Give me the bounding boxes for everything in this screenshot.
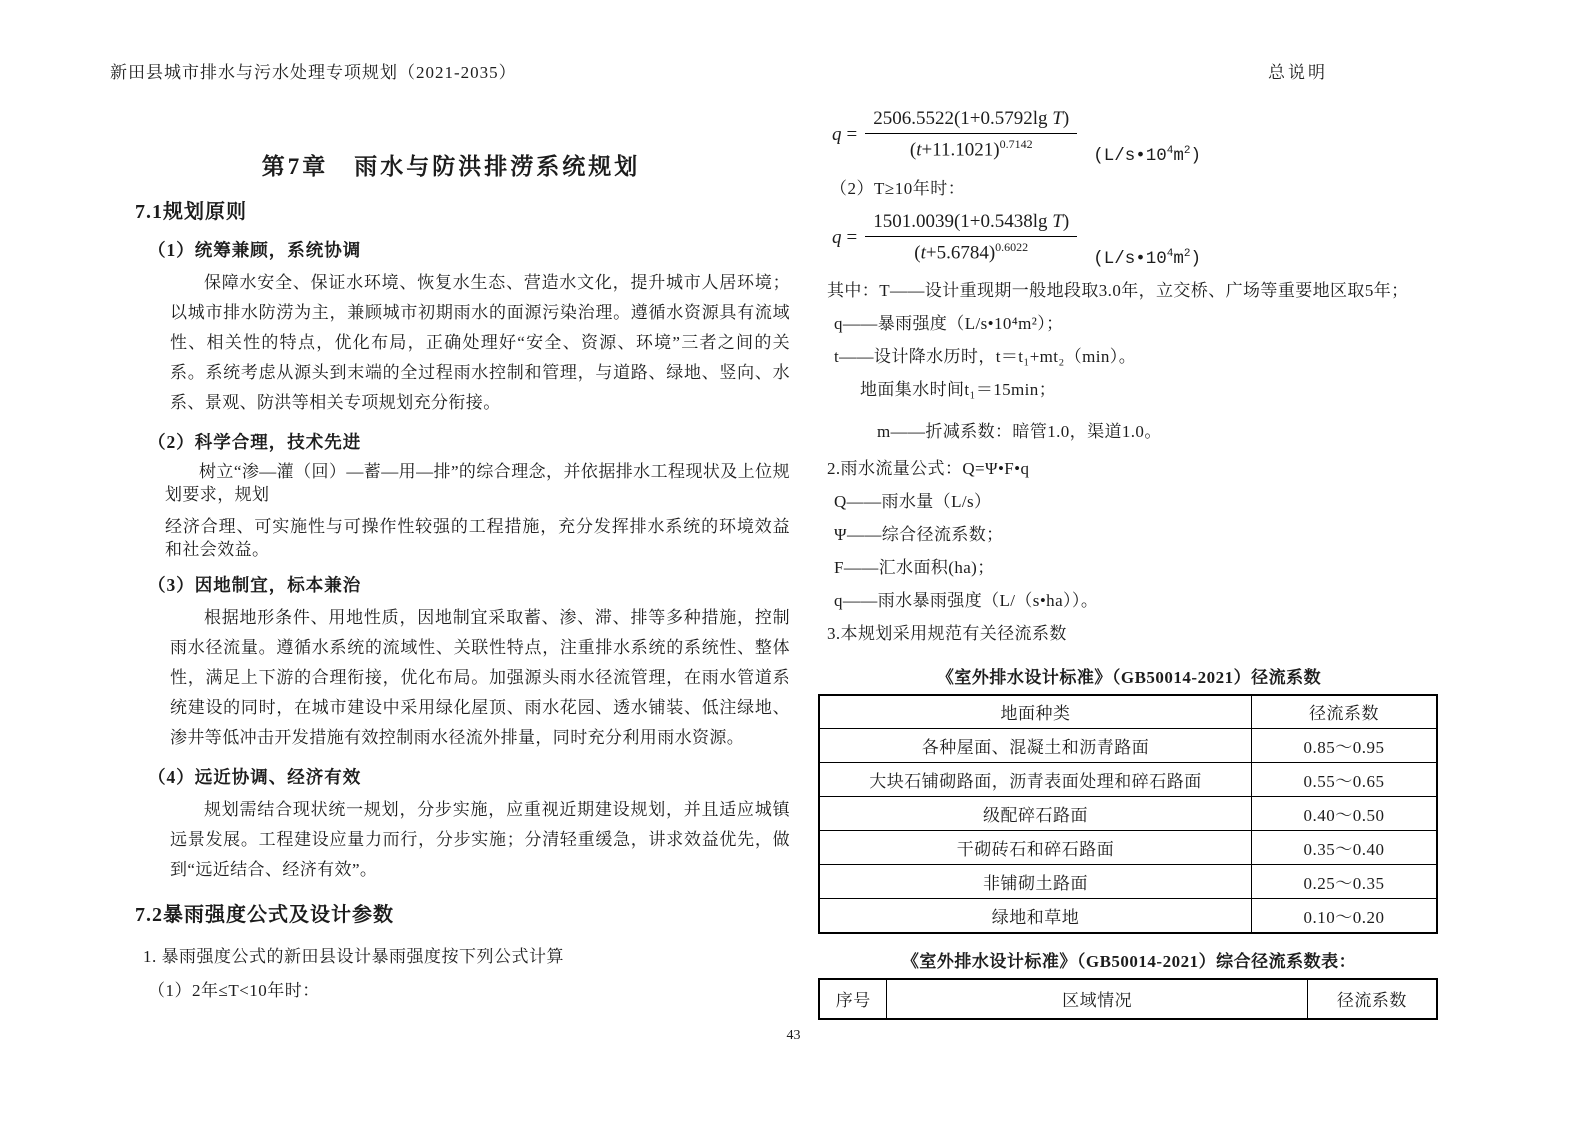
param-line-q2: q——雨水暴雨强度（L/（s•ha））。 <box>834 590 1099 610</box>
page-number: 43 <box>786 1028 801 1043</box>
principle-2-paragraph-2: 经济合理、可实施性与可操作性较强的工程措施，充分发挥排水系统的环境效益和社会效益。 <box>165 517 790 559</box>
formula-1-denominator: $(t+11.1021)^{0.7142}$ <box>909 137 1033 161</box>
principle-1-heading: （1）统筹兼顾，系统协调 <box>148 240 362 260</box>
param-line-T: 其中：T——设计重现期一般地段取3.0年，立交桥、广场等重要地区取5年； <box>827 280 1409 300</box>
principle-2-paragraph-1: 树立“渗—灌（回）—蓄—用—排”的综合理念，并依据排水工程现状及上位规划要求，规划 <box>165 462 790 504</box>
formula-2-unit: $(L/s•10^4m^2)$ <box>1093 247 1201 269</box>
table-cell: 干砌砖石和碎石路面 <box>819 831 1252 865</box>
principle-4-heading: （4）远近协调、经济有效 <box>148 767 362 787</box>
table-row <box>819 763 1437 797</box>
table-header-surface-type: 地面种类 <box>819 695 1252 729</box>
param-line-t1: 地面集水时间t₁＝15min； <box>860 379 1057 399</box>
table-row <box>819 899 1437 933</box>
param-line-t: t——设计降水历时，t＝t₁+mt₂（min）。 <box>834 346 1137 366</box>
principle-4-paragraph: 规划需结合现状统一规划，分步实施，应重视近期建设规划，并且适应城镇远景发展。工程建设应量力而行，分步实施；分清轻重缓急，讲求效益优先，做到“远近结合、经济有效”。 <box>170 800 790 879</box>
table-cell: 级配碎石路面 <box>819 797 1252 831</box>
runoff-table-title: 《室外排水设计标准》（GB50014-2021）径流系数 <box>936 667 1322 687</box>
storm-intensity-formula-1 <box>832 108 1440 166</box>
param-line-q: q——暴雨强度（L/s•10⁴m²）； <box>834 313 1064 333</box>
table-row <box>819 865 1437 899</box>
table-cell: 0.10～0.20 <box>1252 899 1437 933</box>
table-cell: 0.35～0.40 <box>1252 831 1437 865</box>
table-cell: 绿地和草地 <box>819 899 1252 933</box>
table-header-coefficient: 径流系数 <box>1252 695 1437 729</box>
table-cell: 0.25～0.35 <box>1252 865 1437 899</box>
param-line-psi: Ψ——综合径流系数； <box>834 524 1004 544</box>
formula-1-fraction <box>865 108 1077 161</box>
table-cell: 0.40～0.50 <box>1252 797 1437 831</box>
table-header-coefficient: 径流系数 <box>1307 979 1437 1019</box>
formula-2-equals: = <box>846 226 858 248</box>
runoff-coefficient-intro: 3.本规划采用规范有关径流系数 <box>827 623 1067 643</box>
storm-formula-case-2: （2）T≥10年时： <box>830 179 966 199</box>
table-row <box>819 729 1437 763</box>
formula-1-equals: = <box>846 123 858 145</box>
principle-3-paragraph: 根据地形条件、用地性质，因地制宜采取蓄、渗、滞、排等多种措施，控制雨水径流量。遵循水系统的流域性、关联性特点，注重排水系统的系统性、整体性，满足上下游的合理衔接，优化布局。加强源头雨水径流管理，在雨水管道系统建设的同时，在城市建设中采用绿化屋顶、雨水花园、透水铺装、低注绿地、渗井等低冲击开发措施有效控制雨水径流外排量，同时充分利用雨水资源。 <box>170 608 790 747</box>
storm-intensity-formula-2 <box>832 211 1440 269</box>
rain-flow-formula-line: 2.雨水流量公式：Q=Ψ•F•q <box>827 458 1030 478</box>
table-header-row <box>819 695 1437 729</box>
left-column <box>110 140 792 1004</box>
header-doc-title: 新田县城市排水与污水处理专项规划（2021-2035） <box>110 63 517 82</box>
composite-runoff-table <box>818 978 1438 1020</box>
table-row <box>819 797 1437 831</box>
storm-formula-case-1: （1）2年≤T<10年时： <box>148 981 320 1000</box>
runoff-coefficient-table <box>818 694 1438 934</box>
principle-3-heading: （3）因地制宜，标本兼治 <box>148 575 362 595</box>
formula-2-exponent: 0.6022 <box>995 240 1029 255</box>
formula-2-numerator: 1501.0039(1+0.5438lg T) <box>865 211 1077 237</box>
param-line-Q: Q——雨水量（L/s） <box>834 491 992 511</box>
formula-1-numerator: 2506.5522(1+0.5792lg T) <box>865 108 1077 134</box>
formula-2-fraction <box>865 211 1077 264</box>
formula-1-unit: $(L/s•10^4m^2)$ <box>1093 144 1201 166</box>
section-7-1-heading: 7.1规划原则 <box>135 201 247 223</box>
right-column <box>818 100 1440 1020</box>
table-header-area: 区域情况 <box>887 979 1307 1019</box>
composite-runoff-table-title: 《室外排水设计标准》（GB50014-2021）综合径流系数表： <box>901 951 1357 971</box>
header-section-label: 总说明 <box>1268 63 1328 82</box>
table-cell: 0.85～0.95 <box>1252 729 1437 763</box>
formula-1-lhs: q <box>832 123 842 145</box>
table-cell: 大块石铺砌路面，沥青表面处理和碎石路面 <box>819 763 1252 797</box>
principle-2-heading: （2）科学合理，技术先进 <box>148 432 362 452</box>
principle-1-paragraph: 保障水安全、保证水环境、恢复水生态、营造水文化，提升城市人居环境；以城市排水防涝为主，兼顾城市初期雨水的面源污染治理。遵循水资源具有流域性、相关性的特点，优化布局，正确处理好“安全、资源、环境”三者之间的关系。系统考虑从源头到末端的全过程雨水控制和管理，与道路、绿地、竖向、水系、景观、防洪等相关专项规划充分衔接。 <box>170 273 790 412</box>
param-line-m: m——折减系数：暗管1.0，渠道1.0。 <box>877 421 1162 441</box>
table-cell: 各种屋面、混凝土和沥青路面 <box>819 729 1252 763</box>
param-line-F: F——汇水面积(ha)； <box>834 557 995 577</box>
table-header-index: 序号 <box>819 979 887 1019</box>
table-cell: 非铺砌土路面 <box>819 865 1252 899</box>
table-header-row <box>819 979 1437 1019</box>
table-cell: 0.55～0.65 <box>1252 763 1437 797</box>
formula-2-lhs: q <box>832 226 842 248</box>
table-row <box>819 831 1437 865</box>
storm-formula-intro: 1. 暴雨强度公式的新田县设计暴雨强度按下列公式计算 <box>143 947 564 966</box>
chapter-title: 第7章 雨水与防洪排涝系统规划 <box>261 154 641 179</box>
formula-1-exponent: 0.7142 <box>999 137 1033 151</box>
formula-2-denominator: $(t+5.6784)^{0.6022}$ <box>914 240 1029 264</box>
section-7-2-heading: 7.2暴雨强度公式及设计参数 <box>135 904 394 926</box>
